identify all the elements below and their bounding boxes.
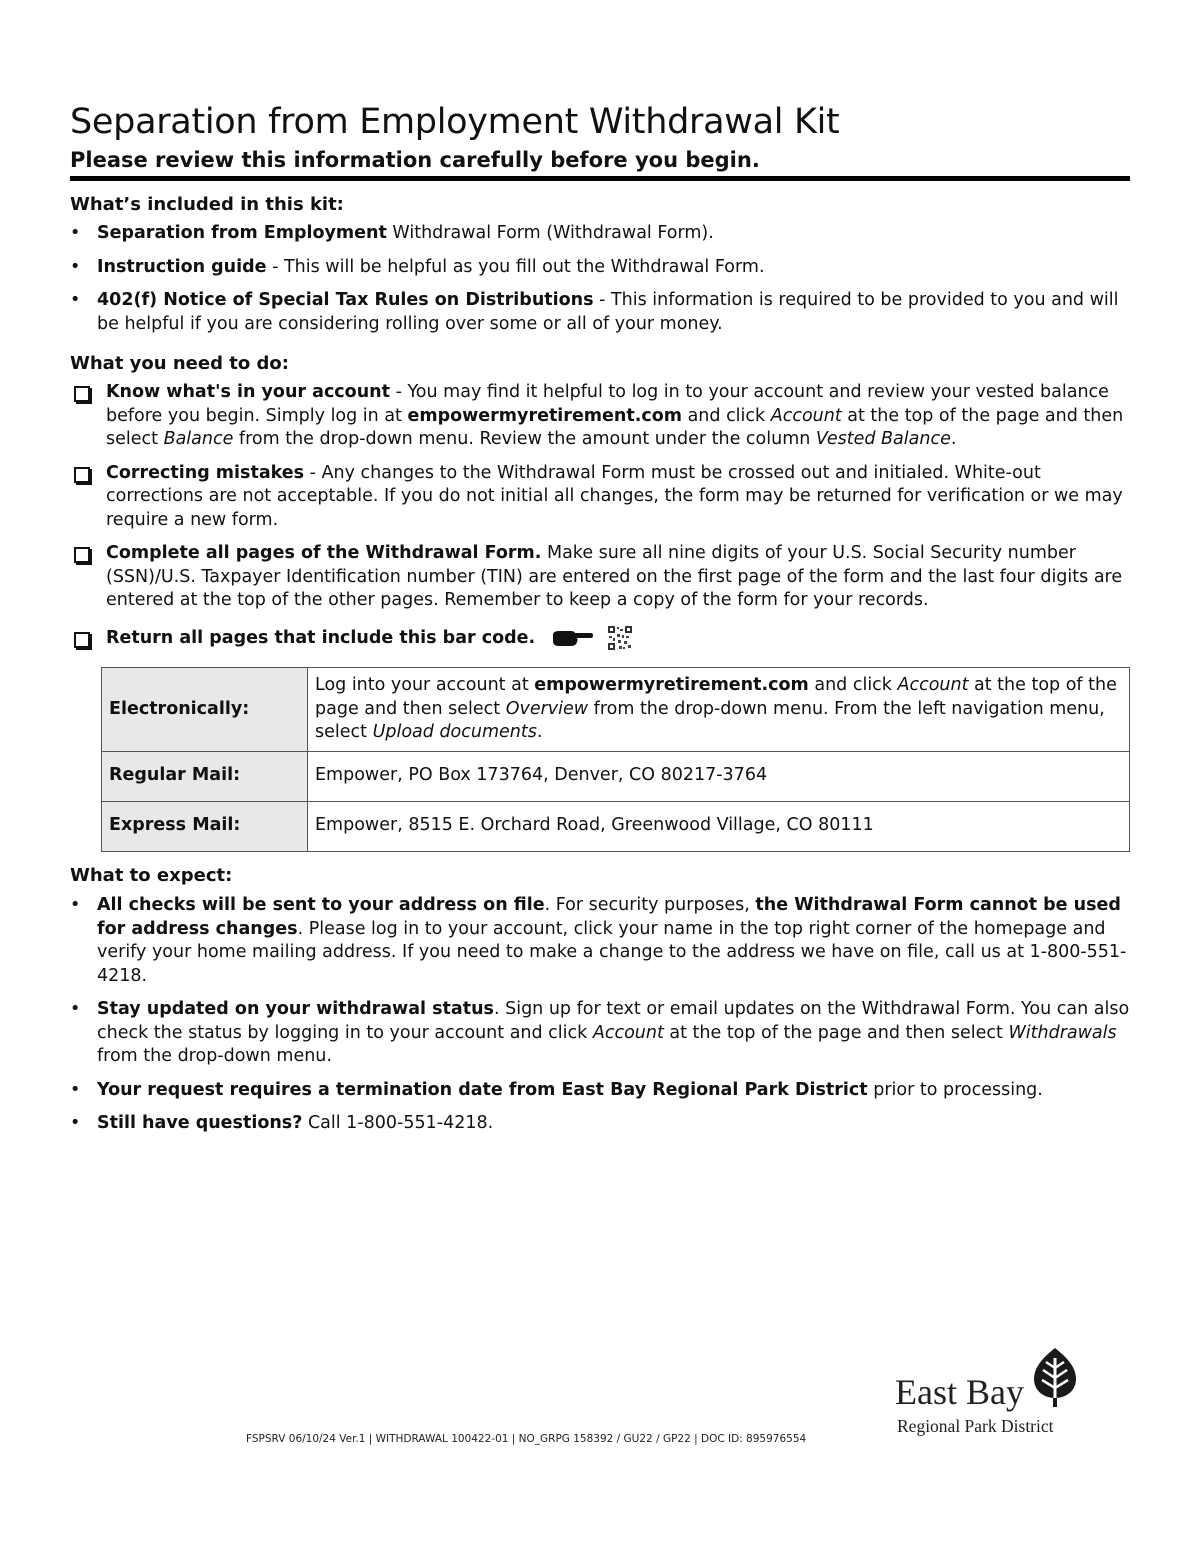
regular-mail-label: Regular Mail: — [102, 751, 308, 801]
regular-mail-value: Empower, PO Box 173764, Denver, CO 80217-3764 — [308, 751, 1130, 801]
checkbox-icon — [74, 467, 90, 483]
expect-heading: What to expect: — [70, 865, 233, 886]
checkbox-icon — [74, 547, 90, 563]
cell-text: at the top of the page and then select — [315, 675, 1117, 719]
withdrawals-term: Withdrawals — [1008, 1022, 1117, 1043]
bullet-icon: • — [70, 290, 81, 310]
item-text: . Please log in to your account, click your name in the top right corner of the homepage and verify your home mailing address. If you need to make a change to the address we have on file, call us at 1-800-551-4218. — [97, 918, 1127, 986]
item-title: Your request requires a termination date from East Bay Regional Park District — [97, 1079, 868, 1100]
cell-text: . — [536, 722, 543, 742]
item-title: All checks will be sent to your address on file — [97, 895, 545, 915]
item-title: Complete all pages of the Withdrawal Form. — [106, 543, 542, 563]
item-text: Withdrawal Form (Withdrawal Form). — [386, 223, 714, 243]
checkbox-icon — [74, 632, 90, 648]
item-text: - This information is required to be provided to you and will be helpful if you are considering rolling over some or all of your money. — [97, 290, 1119, 334]
item-text: - Any changes to the Withdrawal Form must be crossed out and initialed. White-out corrections are not acceptable. If you do not initial all changes, the form may be returned for verification or we may require a new form. — [106, 462, 1123, 530]
item-text: from the drop-down menu. — [97, 1046, 332, 1066]
included-heading: What’s included in this kit: — [70, 194, 344, 215]
footer-code: FSPSRV 06/10/24 Ver.1 | WITHDRAWAL 100422-01 | NO_GRPG 158392 / GU22 / GP22 | DOC ID: 895976554 — [246, 1433, 807, 1445]
item-title: Still have questions? — [97, 1113, 303, 1133]
item-title: Return all pages that include this bar code. — [106, 628, 536, 648]
item-text: . — [950, 429, 957, 449]
list-item — [70, 894, 1132, 988]
item-text: Make sure all nine digits of your U.S. Social Security number (SSN)/U.S. Taxpayer Identification number (TIN) are entered on the first page of the form and the last four digits are entered at the top of the other pages. Remember to keep a copy of the form for your records. — [106, 543, 1123, 610]
checkbox-icon — [74, 386, 90, 402]
expect-list — [70, 894, 1132, 1146]
checklist-item-account — [70, 381, 1132, 452]
logo-name: East Bay — [895, 1372, 1024, 1412]
express-mail-value: Empower, 8515 E. Orchard Road, Greenwood Village, CO 80111 — [308, 801, 1130, 851]
bullet-icon: • — [70, 256, 81, 277]
cell-text: and click — [808, 675, 898, 695]
item-text: prior to processing. — [867, 1079, 1043, 1100]
express-mail-label: Express Mail: — [102, 801, 308, 851]
table-row — [102, 668, 1130, 752]
website-link: empowermyretirement.com — [534, 675, 809, 695]
account-term: Account — [897, 675, 969, 695]
upload-term: Upload documents — [372, 722, 537, 742]
item-title: 402(f) Notice of Special Tax Rules on Distributions — [97, 290, 594, 310]
item-text: . For security purposes, — [544, 895, 756, 915]
item-text: at the top of the page and then select — [663, 1022, 1009, 1043]
list-item — [70, 998, 1132, 1069]
bullet-icon: • — [70, 223, 81, 243]
header-rule — [70, 176, 1130, 181]
leaf-icon — [1032, 1346, 1078, 1408]
page-subtitle: Please review this information carefully before you begin. — [70, 148, 760, 172]
barcode-icon — [608, 626, 632, 650]
todo-checklist — [70, 381, 1132, 623]
bullet-icon: • — [70, 1113, 81, 1133]
item-text: - This will be helpful as you fill out the Withdrawal Form. — [266, 256, 765, 277]
item-title: Instruction guide — [97, 256, 267, 277]
list-item — [70, 1079, 1132, 1103]
table-row — [102, 801, 1130, 851]
todo-heading: What you need to do: — [70, 353, 289, 374]
checklist-item-complete — [70, 542, 1132, 613]
vested-term: Vested Balance — [815, 429, 951, 449]
item-title: Know what's in your account — [106, 382, 390, 402]
list-item — [70, 1112, 1132, 1136]
balance-term: Balance — [163, 429, 234, 449]
cell-text: Log into your account at — [315, 675, 535, 695]
table-row — [102, 751, 1130, 801]
item-title: Correcting mistakes — [106, 462, 305, 483]
pointing-hand-icon — [551, 627, 593, 649]
list-item — [70, 289, 1132, 336]
logo — [895, 1346, 1095, 1446]
bullet-icon: • — [70, 1079, 81, 1100]
item-text: at the top of the page and then select — [106, 405, 1124, 449]
item-text: - You may find it helpful to log in to your account and review your vested balance before you begin. Simply log in at — [106, 382, 1109, 426]
item-title: Stay updated on your withdrawal status — [97, 999, 494, 1019]
checklist-item-return — [70, 626, 1132, 650]
logo-subname: Regional Park District — [897, 1416, 1054, 1436]
bullet-icon: • — [70, 895, 81, 915]
cell-text: from the drop-down menu. From the left navigation menu, select — [315, 698, 1105, 742]
electronic-label: Electronically: — [102, 668, 308, 752]
item-emphasis: the Withdrawal Form cannot be used for address changes — [97, 895, 1121, 939]
item-text: and click — [682, 405, 771, 426]
bullet-icon: • — [70, 999, 81, 1019]
item-text: . Sign up for text or email updates on the Withdrawal Form. You can also check the status by logging in to your account and click — [97, 999, 1130, 1043]
list-item — [70, 222, 1132, 246]
delivery-table — [101, 667, 1130, 852]
page-title: Separation from Employment Withdrawal Kit — [70, 102, 840, 142]
overview-term: Overview — [505, 698, 589, 719]
included-list — [70, 222, 1132, 346]
item-text: from the drop-down menu. Review the amount under the column — [233, 429, 816, 449]
website-link: empowermyretirement.com — [407, 405, 683, 426]
electronic-value — [308, 668, 1130, 752]
item-text: Call 1-800-551-4218. — [302, 1113, 494, 1133]
checklist-item-mistakes — [70, 462, 1132, 533]
account-term: Account — [770, 405, 842, 426]
list-item — [70, 256, 1132, 280]
account-term: Account — [592, 1022, 664, 1043]
item-title: Separation from Employment — [97, 223, 387, 243]
